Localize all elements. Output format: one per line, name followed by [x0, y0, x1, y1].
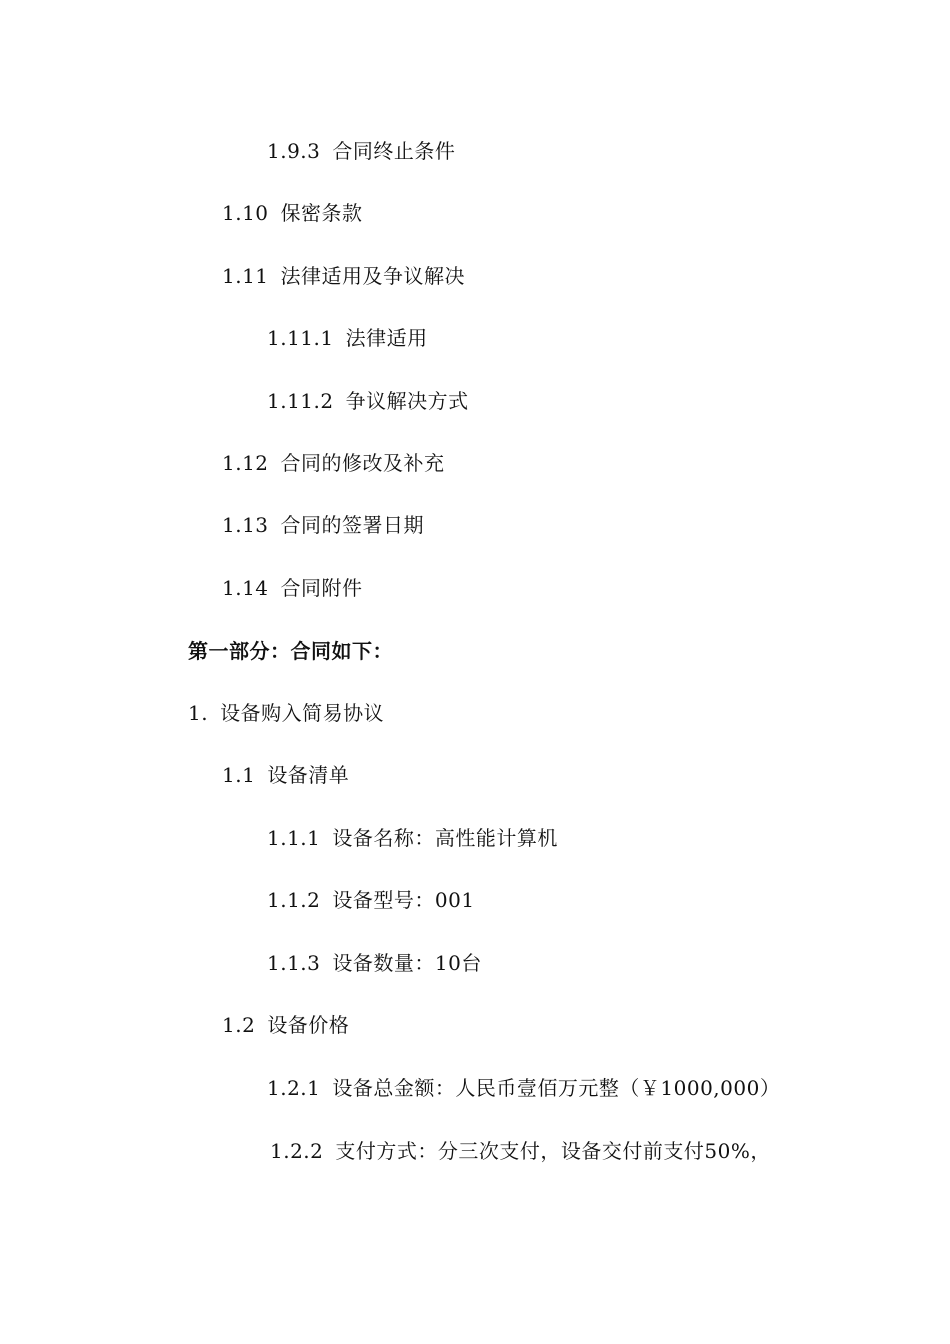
section-1-1-1: [267, 824, 558, 852]
section-title: 合同的修改及补充: [280, 451, 445, 475]
toc-item-1-11-2: [267, 387, 469, 415]
section-number: 1.12: [222, 451, 269, 475]
section-title: 保密条款: [280, 201, 363, 225]
section-1-1: [222, 761, 349, 789]
section-title: 设备购入简易协议: [220, 701, 385, 725]
section-number: 1.1.3: [267, 951, 321, 975]
section-1-2: [222, 1011, 349, 1039]
section-number: 1.9.3: [267, 139, 321, 163]
section-title: 法律适用及争议解决: [280, 264, 466, 288]
toc-item-1-13: [222, 511, 424, 539]
section-1-2-1: [267, 1074, 780, 1102]
section-1-1-3: [267, 949, 482, 977]
section-title: 设备价格: [267, 1013, 350, 1037]
section-title: 设备型号：001: [332, 888, 475, 912]
part-one-heading: [188, 637, 393, 665]
section-number: 1.: [188, 701, 209, 725]
toc-item-1-11-1: [267, 324, 428, 352]
section-number: 1.1: [222, 763, 256, 787]
toc-item-1-12: [222, 449, 445, 477]
section-number: 1.11.1: [267, 326, 334, 350]
section-title: 合同的签署日期: [280, 513, 425, 537]
section-1-1-2: [267, 886, 475, 914]
section-title: 合同终止条件: [332, 139, 456, 163]
section-title: 支付方式：分三次支付，设备交付前支付50%，: [335, 1139, 771, 1163]
section-title: 设备数量：10台: [332, 951, 482, 975]
section-title: 设备名称：高性能计算机: [332, 826, 558, 850]
section-number: 1.1.1: [267, 826, 321, 850]
section-number: 1.2.2: [270, 1139, 324, 1163]
section-number: 1.10: [222, 201, 269, 225]
section-number: 1.13: [222, 513, 269, 537]
toc-item-1-9-3: [267, 137, 455, 165]
toc-item-1-11: [222, 262, 465, 290]
section-number: 1.14: [222, 576, 269, 600]
section-1: [188, 699, 384, 727]
section-number: 1.11: [222, 264, 269, 288]
heading-text: 第一部分：合同如下：: [188, 639, 393, 663]
section-title: 法律适用: [345, 326, 428, 350]
section-title: 设备总金额：人民币壹佰万元整（￥1000,000）: [332, 1076, 781, 1100]
section-number: 1.2: [222, 1013, 256, 1037]
section-number: 1.1.2: [267, 888, 321, 912]
section-number: 1.2.1: [267, 1076, 321, 1100]
toc-item-1-10: [222, 199, 363, 227]
section-title: 争议解决方式: [345, 389, 469, 413]
section-title: 合同附件: [280, 576, 363, 600]
section-title: 设备清单: [267, 763, 350, 787]
toc-item-1-14: [222, 574, 363, 602]
section-number: 1.11.2: [267, 389, 334, 413]
section-1-2-2: [270, 1137, 771, 1165]
